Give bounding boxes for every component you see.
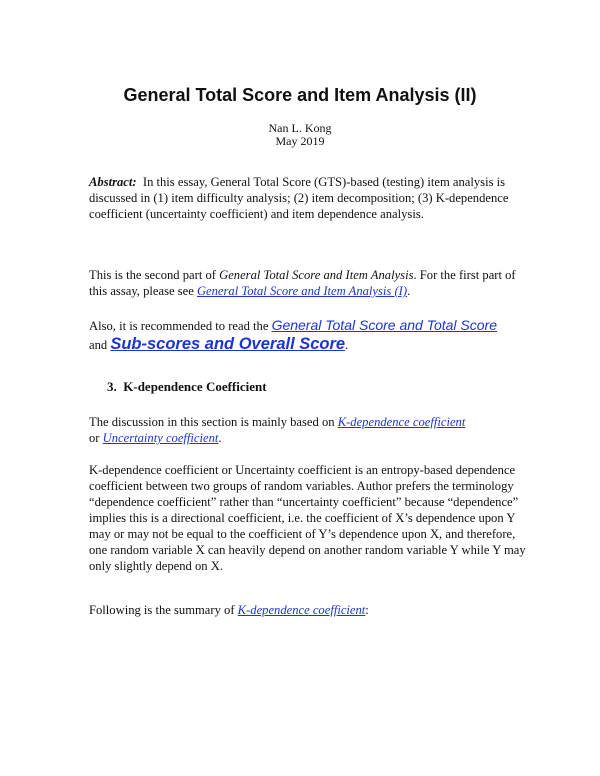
second-part-text-middle: . For the first part of this assay, please see: [89, 268, 516, 298]
following-text-before: Following is the summary of: [89, 603, 238, 617]
k-dependence-link[interactable]: K-dependence coefficient: [337, 415, 466, 429]
discussion-text-or: or: [89, 431, 103, 445]
discussion-text-before: The discussion in this section is mainly based on: [89, 415, 338, 429]
second-part-title: General Total Score and Item Analysis: [219, 268, 414, 282]
abstract-label: Abstract:: [89, 175, 137, 189]
summary-intro-paragraph: [89, 602, 529, 618]
discussion-text-after: .: [218, 431, 222, 445]
abstract-text: In this essay, General Total Score (GTS)-based (testing) item analysis is discussed in (1) item difficulty analysis; (2) item decomposition; (3) K-dependence coefficient (uncertainty coefficient) and item dependence analysis.: [89, 175, 509, 221]
following-text-after: :: [365, 603, 369, 617]
also-text-before: Also, it is recommended to read the: [89, 319, 272, 333]
paper-title: General Total Score and Item Analysis (II): [123, 85, 477, 105]
publication-date: May 2019: [275, 134, 325, 148]
section-heading: [107, 379, 267, 395]
second-part-paragraph: [89, 267, 529, 299]
gts-total-score-link[interactable]: General Total Score and Total Score: [271, 317, 497, 333]
author-name: Nan L. Kong: [268, 121, 332, 135]
k-dependence-paragraph: K-dependence coefficient or Uncertainty coefficient is an entropy-based dependence coefficient between two groups of random variables. Author prefers the terminology “dependence coefficient” rather than “uncertainty coefficient” because “dependence” implies this is a directional coefficient, i.e. the coefficient of X’s dependence upon Y may or may not be equal to the coefficient of Y’s dependence upon X, and therefore, one random variable X can heavily depend on another random variable Y while Y may only slightly depend on X.: [89, 463, 526, 573]
section-number: 3.: [107, 379, 117, 394]
section-title: K-dependence Coefficient: [123, 379, 267, 394]
also-text-after: .: [345, 338, 349, 352]
also-text-and: and: [89, 338, 111, 352]
part-one-link[interactable]: General Total Score and Item Analysis (I): [196, 284, 408, 298]
abstract-paragraph: [89, 174, 529, 222]
recommended-reading-paragraph: [89, 316, 529, 354]
uncertainty-coefficient-link[interactable]: Uncertainty coefficient: [102, 431, 219, 445]
second-part-text-before: This is the second part of: [89, 268, 220, 282]
discussion-paragraph: [89, 414, 529, 446]
subscores-overall-link[interactable]: Sub-scores and Overall Score: [110, 335, 346, 353]
second-part-text-after: .: [407, 284, 411, 298]
k-dependence-summary-link[interactable]: K-dependence coefficient: [237, 603, 366, 617]
